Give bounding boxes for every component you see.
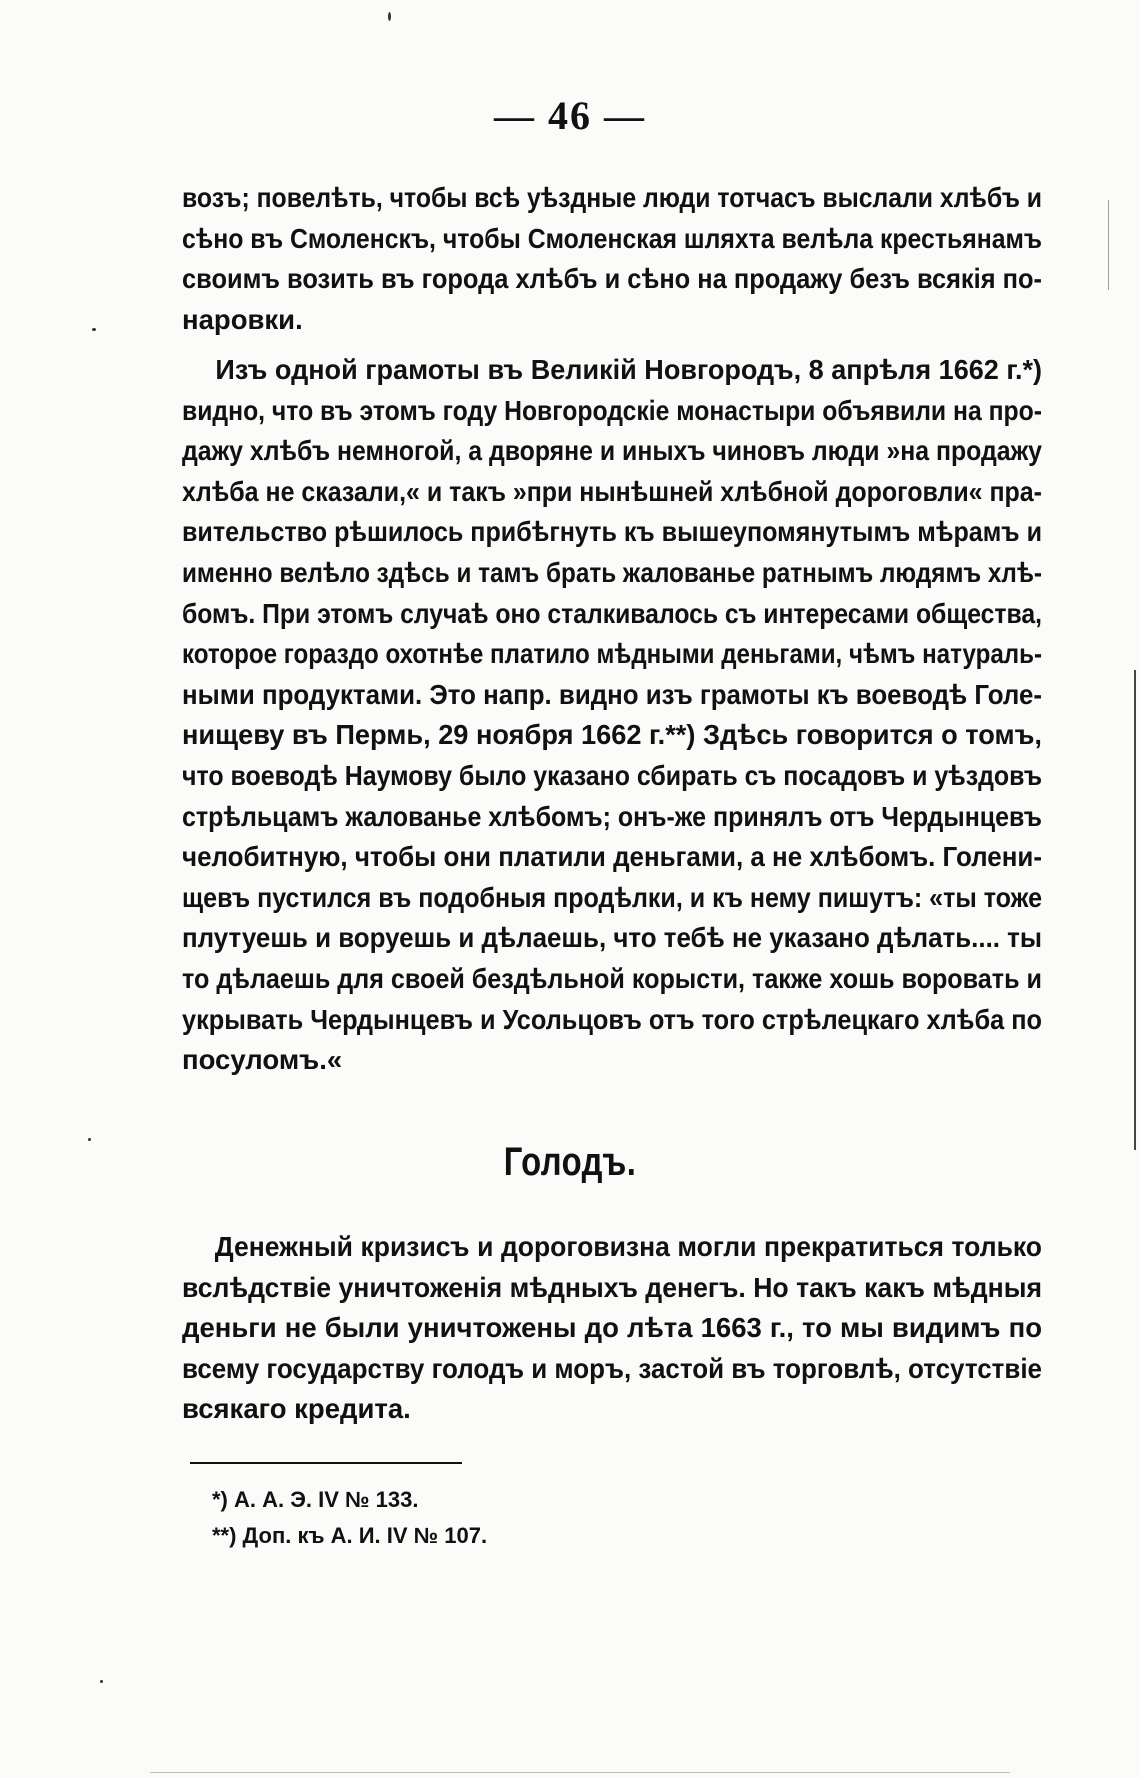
- text-line: что воеводѣ Наумову было указано сбирать съ посадовъ и уѣздовъ: [182, 759, 1042, 791]
- text-line: то дѣлаешь для своей бездѣльной корысти, также хошь воровать и: [182, 962, 1042, 994]
- footnote: **) Доп. къ А. И. IV № 107.: [212, 1523, 488, 1548]
- paragraph-2: [182, 350, 1042, 1081]
- text-line: нищеву въ Пермь, 29 ноября 1662 г.**) Здѣсь говорится о томъ,: [182, 719, 1042, 751]
- scan-speck: [100, 1680, 103, 1683]
- footnote-divider: [190, 1462, 462, 1464]
- text-line: бомъ. При этомъ случаѣ оно сталкивалось съ интересами общества,: [182, 597, 1042, 629]
- scan-edge-line: [1108, 200, 1109, 290]
- footnotes: [212, 1482, 812, 1554]
- scan-edge-line: [150, 1772, 1010, 1773]
- text-line: сѣно въ Смоленскъ, чтобы Смоленская шляхта велѣла крестьянамъ: [182, 222, 1042, 254]
- section-heading: Голодъ.: [503, 1140, 637, 1184]
- paragraph-3: [182, 1227, 1042, 1430]
- text-line: дажу хлѣбъ немногой, а дворяне и иныхъ чиновъ люди »на продажу: [182, 435, 1042, 467]
- footnote: *) А. А. Э. IV № 133.: [212, 1487, 419, 1512]
- scan-edge-line: [1134, 670, 1136, 1150]
- text-line: укрывать Чердынцевъ и Усольцовъ отъ того стрѣлецкаго хлѣба по: [182, 1003, 1042, 1035]
- text-line: своимъ возить въ города хлѣбъ и сѣно на продажу безъ всякія по-: [182, 263, 1042, 295]
- page-number: — 46 —: [494, 93, 646, 138]
- text-line: стрѣльцамъ жалованье хлѣбомъ; онъ-же принялъ отъ Чердынцевъ: [182, 800, 1042, 832]
- text-line: деньги не были уничтожены до лѣта 1663 г., то мы видимъ по: [182, 1312, 1042, 1344]
- text-line: ными продуктами. Это напр. видно изъ грамоты къ воеводѣ Голе-: [182, 678, 1042, 710]
- text-line: вслѣдствіе уничтоженія мѣдныхъ денегъ. Но такъ какъ мѣдныя: [182, 1271, 1042, 1303]
- text-line: всякаго кредита.: [182, 1393, 411, 1425]
- text-line: наровки.: [182, 303, 303, 335]
- paragraph-1: [182, 178, 1042, 340]
- text-line: хлѣба не сказали,« и такъ »при нынѣшней хлѣбной дороговли« пра-: [182, 475, 1042, 507]
- scan-speck: [388, 12, 391, 21]
- text-line: посуломъ.«: [182, 1044, 343, 1076]
- text-line: челобитную, чтобы они платили деньгами, а не хлѣбомъ. Голени-: [182, 841, 1042, 873]
- text-line: которое гораздо охотнѣе платило мѣдными деньгами, чѣмъ натураль-: [182, 638, 1042, 670]
- text-line: именно велѣло здѣсь и тамъ брать жалованье ратнымъ людямъ хлѣ-: [182, 556, 1042, 588]
- scan-speck: [92, 328, 96, 331]
- text-line: всему государству голодъ и моръ, застой въ торговлѣ, отсутствіе: [182, 1352, 1042, 1384]
- text-line: плутуешь и воруешь и дѣлаешь, что тебѣ не указано дѣлать.... ты: [182, 922, 1042, 954]
- text-line: Изъ одной грамоты въ Великій Новгородъ, 8 апрѣля 1662 г.*): [215, 354, 1042, 385]
- text-line: щевъ пустился въ подобныя продѣлки, и къ нему пишутъ: «ты тоже: [182, 881, 1042, 913]
- text-line: видно, что въ этомъ году Новгородскіе монастыри объявили на про-: [182, 394, 1042, 426]
- text-line: Денежный кризисъ и дороговизна могли прекратиться только: [214, 1231, 1042, 1262]
- text-line: возъ; повелѣть, чтобы всѣ уѣздные люди тотчасъ выслали хлѣбъ и: [182, 182, 1042, 213]
- scan-speck: [88, 1138, 91, 1141]
- text-line: вительство рѣшилось прибѣгнуть къ вышеупомянутымъ мѣрамъ и: [182, 516, 1042, 548]
